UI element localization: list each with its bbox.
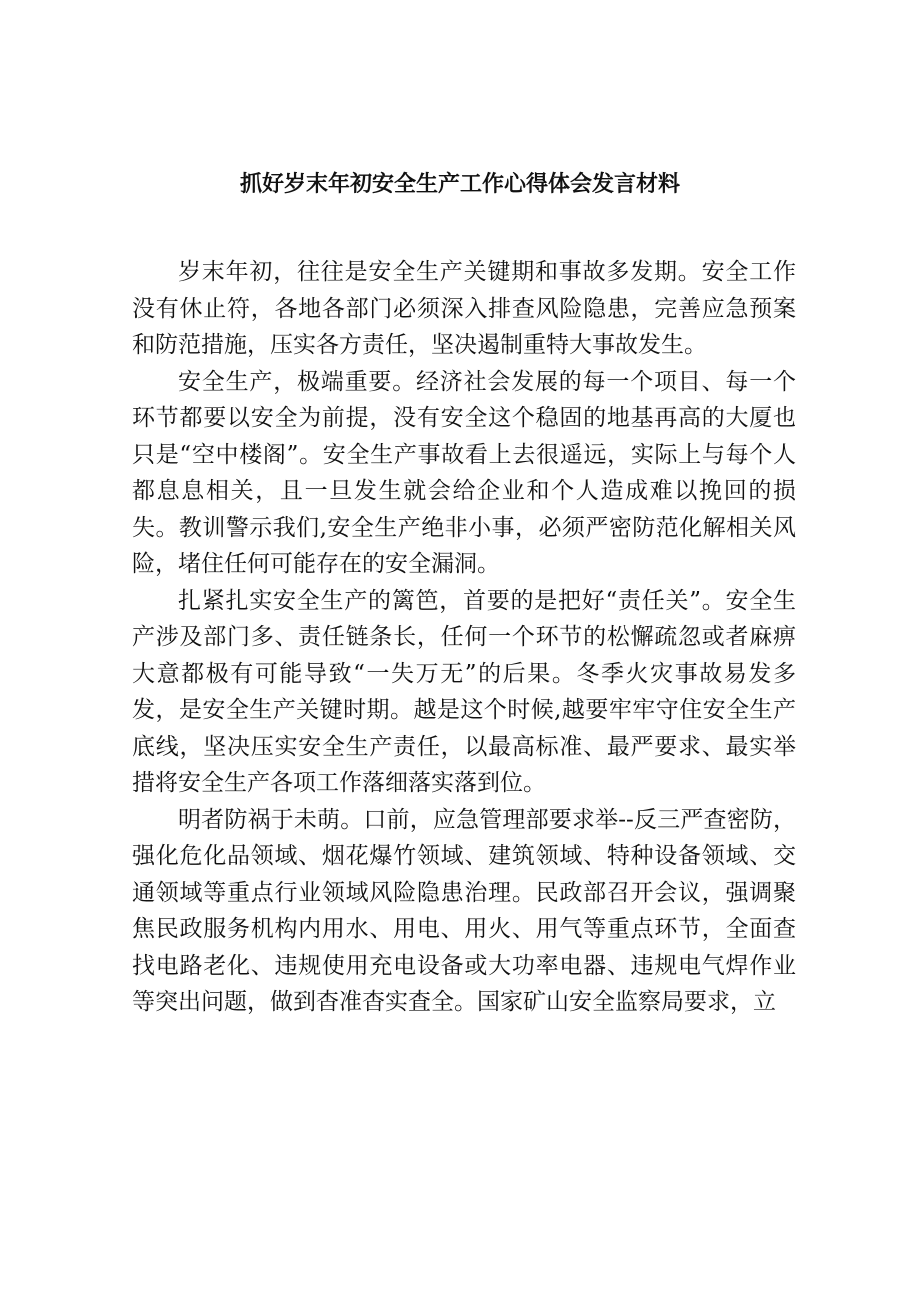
document-title: 抓好岁末年初安全生产工作心得体会发言材料 xyxy=(239,172,680,197)
paragraph-1: 岁末年初，往往是安全生产关键期和事故多发期。安全工作没有休止符，各地各部门必须深入排查风险隐患，完善应急预案和防范措施，压实各方责任，坚决遏制重特大事故发生。 xyxy=(132,259,796,358)
paragraph-4: 明者防祸于未萌。口前，应急管理部要求举--反三严查密防，强化危化品领域、烟花爆竹领域、建筑领域、特种设备领域、交通领域等重点行业领域风险隐患治理。民政部召开会议，强调聚焦民政服务机构内用水、用电、用火、用气等重点环节，全面查找电路老化、违规使用充电设备或大功率电器、违规电气焊作业等突出问题，做到杳准杳实査全。国家矿山安全监察局要求，立 xyxy=(132,806,796,1015)
paragraph-3: 扎紧扎实安全生产的篱笆，首要的是把好“责任关”。安全生产涉及部门多、责任链条长，任何一个环节的松懈疏忽或者麻痹大意都极有可能导致“一失万无”的后果。冬季火灾事故易发多发，是安全生产关键时期。越是这个时候,越要牢牢守住安全生产底线，坚决压实安全生产责任，以最高标准、最严要求、最实举措将安全生产各项工作落细落实落到位。 xyxy=(132,587,796,796)
paragraph-2: 安全生产，极端重要。经济社会发展的每一个项目、每一个环节都要以安全为前提，没有安全这个稳固的地基再高的大厦也只是“空中楼阁”。安全生产事故看上去很遥远，实际上与每个人都息息相关，且一旦发生就会给企业和个人造成难以挽回的损失。教训警示我们,安全生产绝非小事，必须严密防范化解相关风险，堵住任何可能存在的安全漏洞。 xyxy=(132,368,796,577)
document-body xyxy=(132,254,796,1021)
